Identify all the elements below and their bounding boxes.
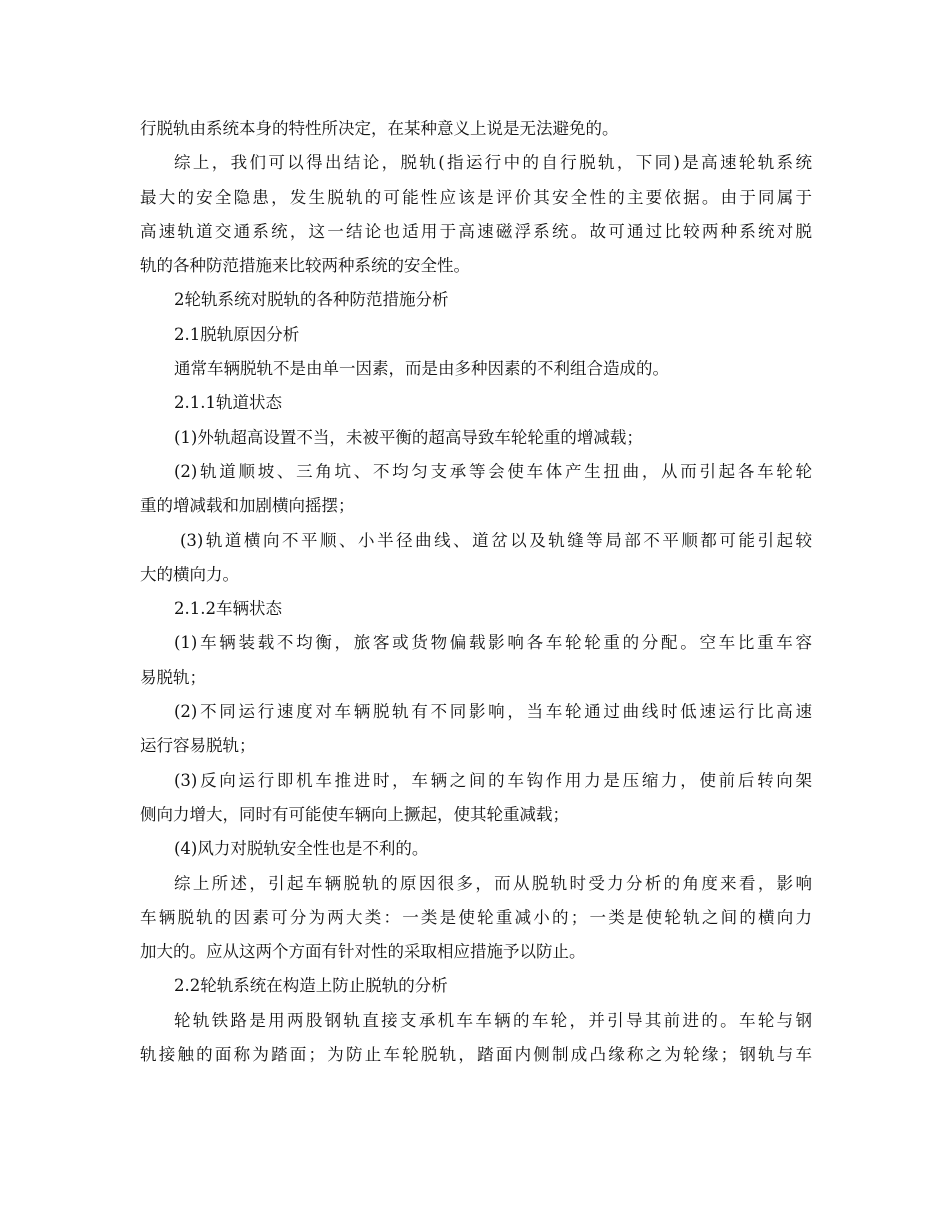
text-line: 加大的。应从这两个方面有针对性的采取相应措施予以防止。 <box>140 942 586 962</box>
text-line: 车辆脱轨的因素可分为两大类：一类是使轮重减小的；一类是使轮轨之间的横向力 <box>140 907 812 927</box>
text-line: 综上所述，引起车辆脱轨的原因很多，而从脱轨时受力分析的角度来看，影响 <box>174 873 812 893</box>
subsection-heading: 2.2轮轨系统在构造上防止脱轨的分析 <box>174 976 448 996</box>
subsubsection-heading: 2.1.2车辆状态 <box>174 599 282 619</box>
text-line: 运行容易脱轨； <box>140 736 256 756</box>
text-line: 高速轨道交通系统，这一结论也适用于高速磁浮系统。故可通过比较两种系统对脱 <box>140 221 812 241</box>
text-line: 大的横向力。 <box>140 564 239 584</box>
list-item: (1)外轨超高设置不当，未被平衡的超高导致车轮轮重的增减载； <box>174 427 643 447</box>
text-line: 轮轨铁路是用两股钢轨直接支承机车车辆的车轮，并引导其前进的。车轮与钢 <box>174 1010 812 1030</box>
list-item: (3)轨道横向不平顺、小半径曲线、道岔以及轨缝等局部不平顺都可能引起较 <box>180 530 812 550</box>
list-item: (2)不同运行速度对车辆脱轨有不同影响，当车轮通过曲线时低速运行比高速 <box>174 702 812 722</box>
text-line: 易脱轨； <box>140 667 206 687</box>
subsection-heading: 2.1脱轨原因分析 <box>174 324 300 344</box>
text-line: 轨的各种防范措施来比较两种系统的安全性。 <box>140 256 470 276</box>
text-line: 最大的安全隐患，发生脱轨的可能性应该是评价其安全性的主要依据。由于同属于 <box>140 187 812 207</box>
section-heading: 2轮轨系统对脱轨的各种防范措施分析 <box>174 290 449 310</box>
text-line: 重的增减载和加剧横向摇摆； <box>140 496 355 516</box>
text-line: 通常车辆脱轨不是由单一因素，而是由多种因素的不利组合造成的。 <box>174 359 669 379</box>
list-item: (2)轨道顺坡、三角坑、不均匀支承等会使车体产生扭曲，从而引起各车轮轮 <box>174 461 812 481</box>
list-item: (1)车辆装载不均衡，旅客或货物偏载影响各车轮轮重的分配。空车比重车容 <box>174 633 812 653</box>
list-item: (3)反向运行即机车推进时，车辆之间的车钩作用力是压缩力，使前后转向架 <box>174 770 812 790</box>
text-line: 轨接触的面称为踏面；为防止车轮脱轨，踏面内侧制成凸缘称之为轮缘；钢轨与车 <box>140 1045 812 1065</box>
text-line: 侧向力增大，同时有可能使车辆向上撅起，使其轮重减载； <box>140 804 569 824</box>
text-line: 行脱轨由系统本身的特性所决定，在某种意义上说是无法避免的。 <box>140 119 619 138</box>
subsubsection-heading: 2.1.1轨道状态 <box>174 393 282 413</box>
list-item: (4)风力对脱轨安全性也是不利的。 <box>174 839 429 859</box>
text-line: 综上，我们可以得出结论，脱轨(指运行中的自行脱轨，下同)是高速轮轨系统 <box>174 153 812 173</box>
document-body <box>140 112 812 1072</box>
